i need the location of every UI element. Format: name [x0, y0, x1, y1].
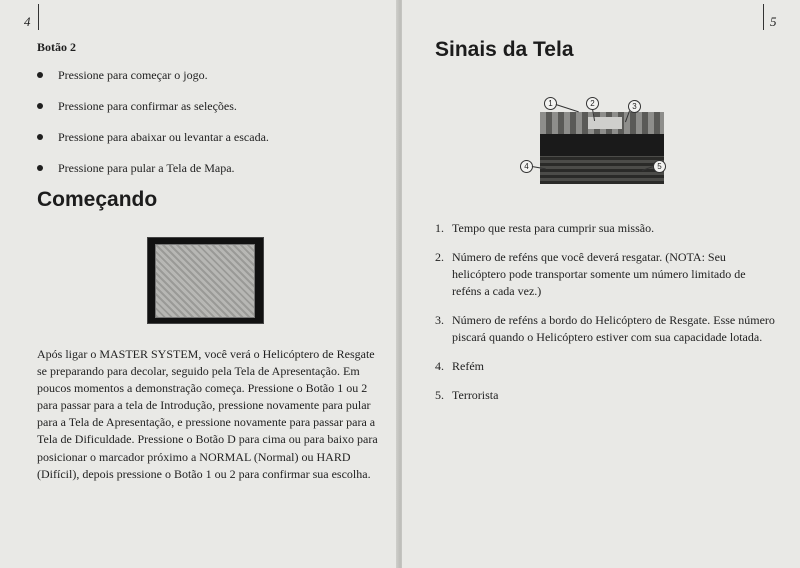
comecando-heading: Começando	[37, 188, 158, 211]
bullet-item: Pressione para começar o jogo.	[37, 68, 377, 99]
signal-item: 3. Número de reféns a bordo do Helicóptero de Resgate. Esse número piscará quando o Helicóptero estiver com sua capacidade lotada.	[435, 313, 775, 344]
right-page-marker	[763, 4, 764, 30]
bullet-item: Pressione para pular a Tela de Mapa.	[37, 161, 377, 192]
title-screen-picture	[155, 244, 255, 318]
button-2-subheading: Botão 2	[37, 40, 76, 54]
callout-1: 1	[544, 97, 557, 110]
callout-4: 4	[520, 160, 533, 173]
title-screen-image	[147, 237, 264, 324]
left-page-number: 4	[24, 14, 31, 29]
callout-2: 2	[586, 97, 599, 110]
right-page-number: 5	[770, 14, 777, 29]
callout-5: 5	[653, 160, 666, 173]
signal-item: 2. Número de reféns que você deverá resgatar. (NOTA: Seu helicóptero pode transportar somente um número limitado de reféns a cada vez.)	[435, 250, 746, 298]
left-page-marker	[38, 4, 39, 30]
signal-item: 4. Refém	[435, 359, 484, 373]
sinais-heading: Sinais da Tela	[435, 38, 574, 61]
comecando-paragraph: Após ligar o MASTER SYSTEM, você verá o Helicóptero de Resgate se preparando para decolar, seguido pela Tela de Apresentação. Em poucos momentos a demonstração começa. Pressione o Botão 1 ou 2 para passar para a tela de Introdução, pressione novamente para pular para a Tela de Apresentação, e pressione novamente para passar para a Tela de Dificuldade. Pressione o Botão D para cima ou para baixo para posicionar o marcador próximo a NORMAL (Normal) ou HARD (Difícil), depois pressione o Botão 1 ou 2 para confirmar sua escolha.	[37, 347, 378, 481]
bullet-item: Pressione para confirmar as seleções.	[37, 99, 377, 130]
bullet-item: Pressione para abaixar ou levantar a escada.	[37, 130, 377, 161]
game-ground	[540, 156, 664, 184]
game-screen-image	[540, 112, 664, 184]
signal-item: 5. Terrorista	[435, 388, 499, 402]
screen-signals-list	[435, 220, 775, 404]
signal-item: 1. Tempo que resta para cumprir sua missão.	[435, 221, 655, 235]
button-2-bullet-list	[37, 68, 377, 192]
callout-3: 3	[628, 100, 641, 113]
